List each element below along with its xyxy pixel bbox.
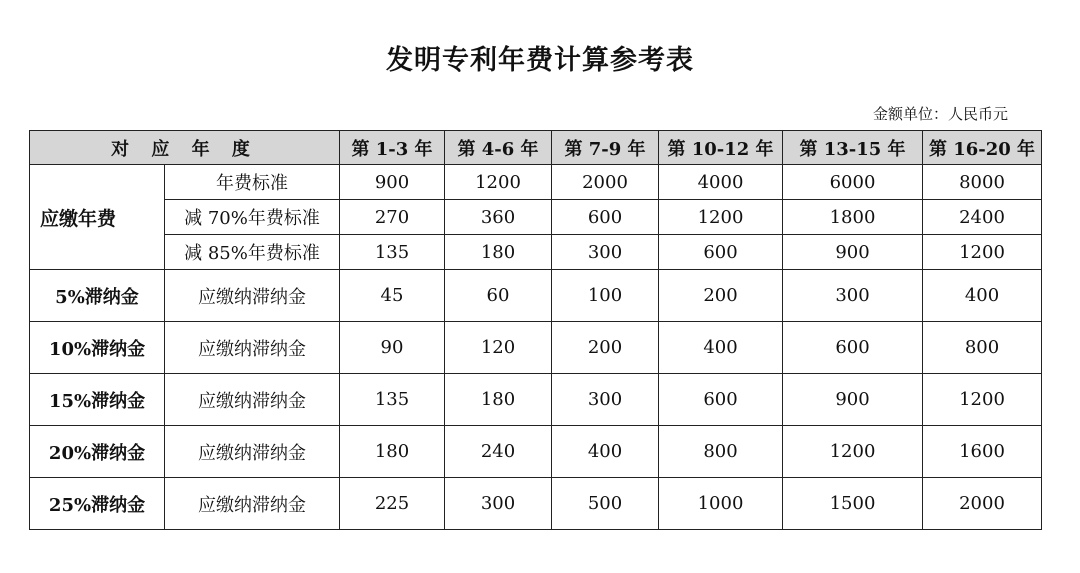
- table-cell: 800: [659, 426, 783, 478]
- row-sub-label: 年费标准: [165, 165, 340, 200]
- table-cell: 225: [340, 478, 445, 530]
- table-cell: 180: [340, 426, 445, 478]
- table-cell: 90: [340, 322, 445, 374]
- page-title: 发明专利年费计算参考表: [386, 45, 694, 76]
- table-row: [30, 165, 1042, 200]
- row-sub-label: 应缴纳滞纳金: [165, 322, 340, 374]
- table-cell: 300: [552, 374, 659, 426]
- table-cell: 300: [552, 235, 659, 270]
- table-cell: 1800: [783, 200, 923, 235]
- header-period: 第 7-9 年: [552, 131, 659, 165]
- row-sub-label: 减 70%年费标准: [165, 200, 340, 235]
- table-cell: 200: [552, 322, 659, 374]
- table-cell: 500: [552, 478, 659, 530]
- row-sub-label: 应缴纳滞纳金: [165, 270, 340, 322]
- header-period: 第 10-12 年: [659, 131, 783, 165]
- table-cell: 240: [445, 426, 552, 478]
- table-cell: 100: [552, 270, 659, 322]
- table-cell: 300: [783, 270, 923, 322]
- table-cell: 180: [445, 235, 552, 270]
- fee-group-label: 应缴年费: [30, 165, 165, 270]
- table-cell: 600: [552, 200, 659, 235]
- table-cell: 2000: [923, 478, 1042, 530]
- table-cell: 2400: [923, 200, 1042, 235]
- table-cell: 1200: [783, 426, 923, 478]
- table-cell: 900: [340, 165, 445, 200]
- table-cell: 2000: [552, 165, 659, 200]
- late-fee-label: 5%滞纳金: [30, 270, 165, 322]
- header-period: 第 16-20 年: [923, 131, 1042, 165]
- table-row: [30, 478, 1042, 530]
- table-cell: 400: [552, 426, 659, 478]
- table-cell: 900: [783, 235, 923, 270]
- header-period: 第 4-6 年: [445, 131, 552, 165]
- table-cell: 1200: [445, 165, 552, 200]
- table-row: [30, 322, 1042, 374]
- unit-note: 金额单位：人民币元: [872, 105, 1008, 123]
- fee-table: [29, 130, 1042, 530]
- table-row: [30, 426, 1042, 478]
- header-period: 第 13-15 年: [783, 131, 923, 165]
- table-cell: 270: [340, 200, 445, 235]
- table-cell: 200: [659, 270, 783, 322]
- table-row: [30, 270, 1042, 322]
- late-fee-label: 25%滞纳金: [30, 478, 165, 530]
- table-cell: 1500: [783, 478, 923, 530]
- header-row: [30, 131, 1042, 165]
- table-cell: 6000: [783, 165, 923, 200]
- table-cell: 1200: [923, 374, 1042, 426]
- table-cell: 600: [659, 374, 783, 426]
- table-cell: 120: [445, 322, 552, 374]
- table-cell: 135: [340, 374, 445, 426]
- late-fee-label: 20%滞纳金: [30, 426, 165, 478]
- table-cell: 1000: [659, 478, 783, 530]
- header-year-label: 对 应 年 度: [30, 131, 340, 165]
- table-cell: 8000: [923, 165, 1042, 200]
- table-cell: 4000: [659, 165, 783, 200]
- table-cell: 180: [445, 374, 552, 426]
- table-cell: 60: [445, 270, 552, 322]
- table-cell: 1600: [923, 426, 1042, 478]
- table-cell: 600: [783, 322, 923, 374]
- table-row: [30, 235, 1042, 270]
- header-period: 第 1-3 年: [340, 131, 445, 165]
- row-sub-label: 应缴纳滞纳金: [165, 478, 340, 530]
- table-cell: 360: [445, 200, 552, 235]
- table-cell: 400: [659, 322, 783, 374]
- table-cell: 45: [340, 270, 445, 322]
- row-sub-label: 应缴纳滞纳金: [165, 374, 340, 426]
- table-cell: 1200: [923, 235, 1042, 270]
- table-row: [30, 200, 1042, 235]
- table-cell: 135: [340, 235, 445, 270]
- table-cell: 400: [923, 270, 1042, 322]
- table-cell: 900: [783, 374, 923, 426]
- late-fee-label: 15%滞纳金: [30, 374, 165, 426]
- table-row: [30, 374, 1042, 426]
- table-cell: 600: [659, 235, 783, 270]
- row-sub-label: 应缴纳滞纳金: [165, 426, 340, 478]
- table-cell: 1200: [659, 200, 783, 235]
- table-cell: 300: [445, 478, 552, 530]
- table-cell: 800: [923, 322, 1042, 374]
- late-fee-label: 10%滞纳金: [30, 322, 165, 374]
- row-sub-label: 减 85%年费标准: [165, 235, 340, 270]
